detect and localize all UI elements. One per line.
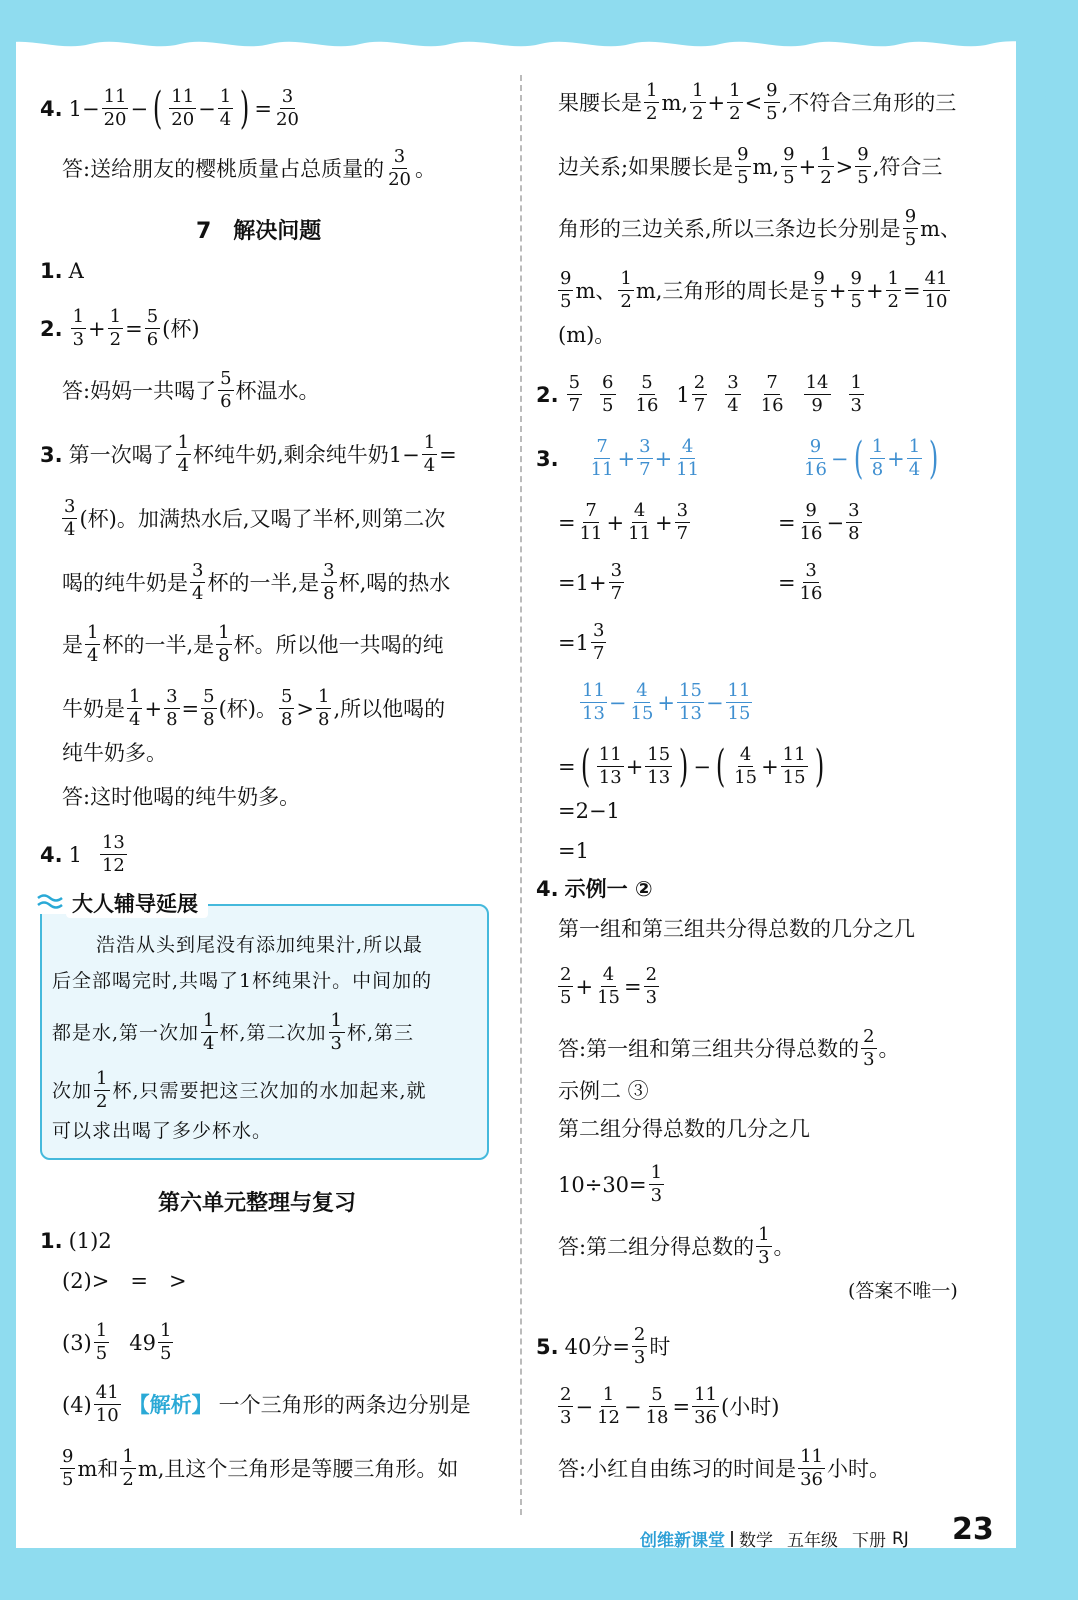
fraction: $\frac{9}{5}$ [904,206,917,250]
footer-edition: RJ [892,1528,909,1549]
text: 杯,只需要把这三次加的水加起来,就 [112,1079,427,1102]
fraction: $\frac{9}{5}$ [766,80,778,124]
u6-q1-p3 [62,1320,175,1365]
fraction: $\frac{2}{7}$ [693,372,706,416]
text: 边关系;如果腰长是 [558,154,734,179]
r-cont-5: (m)。 [558,323,616,347]
r-q4-ex2-text: 第二组分得总数的几分之几 [558,1117,810,1141]
wave-border-top-overlay [0,0,1078,70]
fraction: $\frac{5}{18}$ [645,1384,669,1428]
text: 杯,喝的热水 [338,570,451,595]
text: (杯)。 [218,696,277,721]
text: 杯的一半,是 [102,632,215,657]
paren-left: ( [152,82,163,134]
fraction: $\frac{9}{5}$ [783,144,795,188]
fraction: $\frac{2}{5}$ [560,964,572,1008]
fraction: $\frac{3}{4}$ [727,372,739,416]
r-q4-ex2-answer: 答:第二组分得总数的 $\frac{1}{3}$ 。 [558,1224,795,1268]
fraction: $\frac{11}{13}$ [598,744,622,788]
text: 时 [649,1334,671,1359]
fraction: $\frac{1}{4}$ [129,686,141,730]
q2-fraction-item [565,372,584,417]
text: m, [661,90,689,115]
text: 杯,第二次加 [219,1021,327,1044]
column-divider [520,75,522,1515]
fraction: $\frac{1}{4}$ [203,1010,216,1054]
box-line-4 [52,1068,427,1113]
fraction: $\frac{4}{15}$ [597,964,620,1008]
fraction: $\frac{11}{13}$ [582,680,605,724]
fraction: $\frac{1}{2}$ [692,80,704,124]
footer-separator [731,1531,733,1547]
fraction: $\frac{7}{16}$ [760,372,784,416]
fraction: $\frac{3}{20}$ [388,146,411,190]
fraction: $\frac{1}{3}$ [330,1010,343,1054]
fraction: $\frac{1}{2}$ [646,80,658,124]
text: 49 [129,1330,156,1355]
question-number: 4. [536,877,559,901]
s7-q1 [40,256,84,286]
footer-volume: 下册 [852,1531,886,1551]
text: − [130,96,149,121]
whole-part: 1 [676,382,690,407]
wave-lines-icon [36,892,66,914]
fraction: $\frac{3}{4}$ [64,496,76,540]
question-number: 1. [40,1229,63,1253]
text: 杯温水。 [235,378,320,403]
text: 1 [68,842,82,867]
fraction: $\frac{41}{10}$ [95,1382,119,1426]
text: =1 [558,630,589,655]
r-q2 [536,372,866,417]
fraction: $\frac{1}{2}$ [729,80,741,124]
r-q5-answer [558,1446,890,1491]
fraction: $\frac{9}{16}$ [799,500,823,544]
r-q3-e1-s1: = $\frac{7}{11}$ + $\frac{4}{11}$ + $\frac{3}{7}$ [558,500,689,544]
footer-brand: 创维新课堂 [640,1531,725,1551]
question-number: 4. [40,842,63,867]
fraction: $\frac{1}{8}$ [318,686,330,730]
fraction: $\frac{1}{4}$ [87,622,99,666]
text: m和 [77,1456,119,1481]
s7-q3-answer: 答:这时他喝的纯牛奶多。 [62,785,301,809]
text: 喝的纯牛奶是 [62,570,188,595]
r-cont-2 [558,144,942,189]
text: 杯的一半,是 [207,570,320,595]
text: (杯)。加满热水后,又喝了半杯,则第二次 [79,506,446,531]
r-q3-e3-s1: = ( $\frac{11}{13}$ + $\frac{15}{13}$ ) − ( $\frac{4}{15}$ + $\frac{11}{15}$ ) [558,740,824,792]
u6-q1-p5 [58,1446,458,1491]
left-q4-expression [40,82,303,134]
fraction: $\frac{4}{11}$ [628,500,652,544]
r-q3-e2-s1: = $\frac{9}{16}$ − $\frac{3}{8}$ [778,500,860,544]
unit6-title: 第六单元整理与复习 [158,1191,357,1216]
text: m,且这个三角形是等腰三角形。如 [137,1456,459,1481]
fraction: $\frac{3}{20}$ [276,86,299,130]
text: 都是水,第一次加 [52,1021,200,1044]
u6-q1-p1 [40,1226,112,1256]
text: 1− [68,96,100,121]
fraction: $\frac{9}{5}$ [737,144,749,188]
text: ,所以他喝的 [333,696,446,721]
text: 10÷30= [558,1172,647,1197]
r-cont-3 [558,206,961,251]
question-number: 3. [40,442,63,467]
text: 次加 [52,1079,93,1102]
text: 示例一 ② [564,877,653,901]
text: m, [752,154,780,179]
s7-q4 [40,832,129,877]
paren-left: ( [853,432,863,484]
tutor-box-tab [36,888,208,918]
tutor-box-title: 大人辅导延展 [66,888,208,918]
text: > [835,154,854,179]
fraction: $\frac{5}{6}$ [146,306,159,350]
s7-q3-line6: 纯牛奶多。 [62,741,167,765]
text: 角形的三边关系,所以三条边长分别是 [558,216,901,241]
r-q3-e1-s3 [558,620,608,665]
fraction: $\frac{41}{10}$ [924,268,948,312]
question-number: 1. [40,259,63,283]
text: 果腰长是 [558,90,642,115]
s7-q2-answer [62,368,320,413]
fraction: $\frac{2}{3}$ [863,1026,875,1070]
page-footer [640,1526,909,1551]
r-q4-ex1-text: 第一组和第三组共分得总数的几分之几 [558,917,915,941]
section-title-7: 7 解决问题 [196,219,322,244]
text: = [439,442,457,467]
s7-q3-line3 [62,560,450,605]
text: 杯,第三 [347,1021,415,1044]
text: A [68,259,84,283]
s7-q3-line2 [60,496,445,541]
paren-right: ) [679,740,689,792]
r-cont-4: $\frac{9}{5}$ m、 $\frac{1}{2}$ m,三角形的周长是 $\frac{9}{5}$ + $\frac{9}{5}$ + $\frac{1}{2}$ = $\frac{41}{10}$ [560,268,948,312]
r-q4-ex1-expr: $\frac{2}{5}$ + $\frac{4}{15}$ = $\frac{2}{3}$ [560,964,658,1008]
fraction: $\frac{4}{15}$ [630,680,654,724]
fraction: $\frac{3}{7}$ [639,436,651,480]
text: 杯纯牛奶,剩余纯牛奶1− [193,442,420,467]
r-q5-expr: $\frac{2}{3}$ − $\frac{1}{12}$ − $\frac{5}{18}$ = $\frac{11}{36}$ (小时) [560,1384,780,1428]
question-number: 5. [536,1334,559,1359]
fraction: $\frac{3}{4}$ [192,560,204,604]
r-q4-ex2-expr [558,1162,666,1207]
fraction: $\frac{1}{2}$ [620,268,632,312]
fraction: $\frac{1}{3}$ [758,1224,770,1268]
q2-fraction-item [802,372,833,417]
text: 答:小红自由练习的时间是 [558,1456,797,1481]
text: m、 [575,278,617,303]
paren-right: ) [240,82,250,134]
fraction: $\frac{1}{4}$ [219,86,232,130]
fraction: $\frac{1}{3}$ [850,372,862,416]
text: + [707,90,726,115]
text: 答:第二组分得总数的 [558,1234,755,1259]
question-number: 3. [536,446,559,471]
fraction: $\frac{5}{8}$ [203,686,215,730]
fraction: $\frac{9}{5}$ [560,268,572,312]
text: 。 [414,156,436,181]
text: m、 [920,216,962,241]
q2-fractions [565,372,866,417]
text: < [744,90,763,115]
s7-q3-line4 [62,622,444,667]
wave-border-bottom [0,1530,1078,1600]
paren-left: ( [715,740,726,792]
u6-q1-p4 [62,1382,471,1427]
fraction: $\frac{1}{2}$ [820,144,832,188]
fraction: $\frac{5}{16}$ [635,372,659,416]
text: 第一次喝了 [68,442,174,467]
wave-border-right [1008,0,1078,1600]
text: − [198,96,216,121]
r-cont-1 [558,80,956,125]
fraction: $\frac{14}{9}$ [805,372,829,416]
fraction: $\frac{1}{12}$ [597,1384,620,1428]
fraction: $\frac{1}{4}$ [908,436,921,480]
text: 牛奶是 [62,696,125,721]
question-number: 4. [40,96,63,121]
fraction: $\frac{1}{5}$ [95,1320,108,1364]
fraction: $\frac{3}{8}$ [848,500,860,544]
box-line-3 [52,1010,414,1055]
fraction: $\frac{1}{3}$ [72,306,85,350]
text: 答:送给朋友的樱桃质量占总质量的 [62,156,385,181]
fraction: $\frac{15}{13}$ [647,744,671,788]
question-number: 2. [40,316,63,341]
text: (3) [62,1330,92,1355]
fraction: $\frac{4}{11}$ [676,436,700,480]
r-q4-note: (答案不唯一) [848,1280,958,1302]
r-q4-ex1-answer: 答:第一组和第三组共分得总数的 $\frac{2}{3}$ 。 [558,1026,900,1070]
paren-left: ( [580,740,590,792]
r-q3-e1-s2 [558,560,626,605]
r-q3-e3-s3: =1 [558,839,589,863]
s7-q2: 2. $\frac{1}{3}$ + $\frac{1}{2}$ = $\frac{5}{6}$ (杯) [40,306,200,350]
fraction: $\frac{15}{13}$ [679,680,702,724]
r-q3-e3-s2: =2−1 [558,799,620,823]
q2-fraction-item [676,372,709,417]
fraction: $\frac{1}{2}$ [96,1068,109,1112]
footer-grade: 五年级 [787,1531,838,1551]
fraction: $\frac{9}{5}$ [857,144,869,188]
u6-q1-p2: (2)> = > [62,1269,187,1293]
fraction: $\frac{3}{8}$ [166,686,178,730]
r-q3-e2: $\frac{9}{16}$ − ( $\frac{1}{8}$ + $\frac{1}{4}$ ) [804,432,939,484]
paren-right: ) [814,740,824,792]
q2-fraction-item [598,372,617,417]
r-q4-ex2-title: 示例二 ③ [558,1079,649,1103]
text: 小时。 [826,1456,890,1481]
fraction: $\frac{3}{16}$ [799,560,823,604]
text: (杯) [162,316,200,341]
fraction: $\frac{2}{3}$ [560,1384,572,1428]
box-line-2: 后全部喝完时,共喝了1杯纯果汁。中间加的 [52,970,433,992]
fraction: $\frac{7}{11}$ [579,500,603,544]
q2-fraction-item [847,372,866,417]
fraction: $\frac{1}{5}$ [159,1320,172,1364]
fraction: $\frac{1}{8}$ [871,436,884,480]
text: (小时) [721,1394,780,1419]
text: (1)2 [68,1229,112,1253]
s7-q3-line5: 牛奶是 $\frac{1}{4}$ + $\frac{3}{8}$ = $\frac{5}{8}$ (杯)。 $\frac{5}{8}$ > $\frac{1}{8}$ ,所以他喝的 [62,686,446,730]
box-line-1: 浩浩从头到尾没有添加纯果汁,所以最 [96,934,424,956]
fraction: $\frac{1}{2}$ [109,306,122,350]
r-q5-line1 [536,1324,670,1369]
text: 40分= [564,1334,630,1359]
fraction: $\frac{2}{3}$ [633,1324,646,1368]
page-number: 23 [952,1512,994,1547]
question-number: 2. [536,382,559,407]
text: + [798,154,817,179]
fraction: $\frac{11}{36}$ [694,1384,717,1428]
fraction: $\frac{11}{15}$ [727,680,751,724]
fraction: $\frac{13}{12}$ [101,832,125,876]
fraction: $\frac{9}{5}$ [62,1446,74,1490]
fraction: $\frac{11}{36}$ [800,1446,823,1490]
text: 杯。所以他一共喝的纯 [233,632,444,657]
text: 答:第一组和第三组共分得总数的 [558,1036,860,1061]
fraction: $\frac{11}{15}$ [782,744,806,788]
fraction: $\frac{3}{7}$ [610,560,623,604]
text: (4) [62,1392,92,1417]
q2-fraction-item [632,372,663,417]
fraction: $\frac{4}{15}$ [734,744,758,788]
r-q3-e1: 3. $\frac{7}{11}$ + $\frac{3}{7}$ + $\frac{4}{11}$ [536,436,700,480]
fraction: $\frac{1}{2}$ [887,268,899,312]
q2-fraction-item [723,372,742,417]
fraction: $\frac{5}{8}$ [280,686,293,730]
text: =1+ [558,570,607,595]
r-q4-ex1-title [536,874,653,904]
text: 答:妈妈一共喝了 [62,378,217,403]
fraction: $\frac{9}{16}$ [804,436,827,480]
r-q3-e2-s2: = $\frac{3}{16}$ [778,560,823,604]
fraction: $\frac{5}{6}$ [220,368,232,412]
fraction: $\frac{9}{5}$ [850,268,862,312]
box-line-5: 可以求出喝了多少杯水。 [52,1120,273,1142]
text: ,不符合三角形的三 [781,90,957,115]
fraction: $\frac{3}{7}$ [592,620,605,664]
fraction: $\frac{7}{11}$ [590,436,614,480]
fraction: $\frac{6}{5}$ [602,372,614,416]
fraction: $\frac{9}{5}$ [813,268,825,312]
fraction: $\frac{1}{2}$ [122,1446,134,1490]
fraction: $\frac{2}{3}$ [645,964,658,1008]
fraction: $\frac{5}{7}$ [568,372,581,416]
s7-q3-line1 [40,432,457,477]
text: 一个三角形的两条边分别是 [218,1392,471,1417]
text: = [254,96,272,121]
left-q4-answer [62,146,436,191]
fraction: $\frac{1}{8}$ [218,622,230,666]
analysis-tag: 【解析】 [128,1392,213,1417]
fraction: $\frac{3}{7}$ [676,500,689,544]
fraction: $\frac{11}{20}$ [171,86,195,130]
text: ,符合三 [872,154,943,179]
fraction: $\frac{1}{4}$ [423,432,436,476]
text: m,三角形的周长是 [635,278,810,303]
fraction: $\frac{3}{8}$ [323,560,335,604]
fraction: $\frac{1}{3}$ [650,1162,663,1206]
footer-subject: 数学 [739,1531,773,1551]
r-q3-e3: $\frac{11}{13}$ − $\frac{4}{15}$ + $\frac{15}{13}$ − $\frac{11}{15}$ [582,680,751,724]
paren-right: ) [929,432,939,484]
fraction: $\frac{1}{4}$ [177,432,190,476]
text: 是 [62,632,83,657]
fraction: $\frac{11}{20}$ [103,86,127,130]
q2-fraction-item [757,372,788,417]
